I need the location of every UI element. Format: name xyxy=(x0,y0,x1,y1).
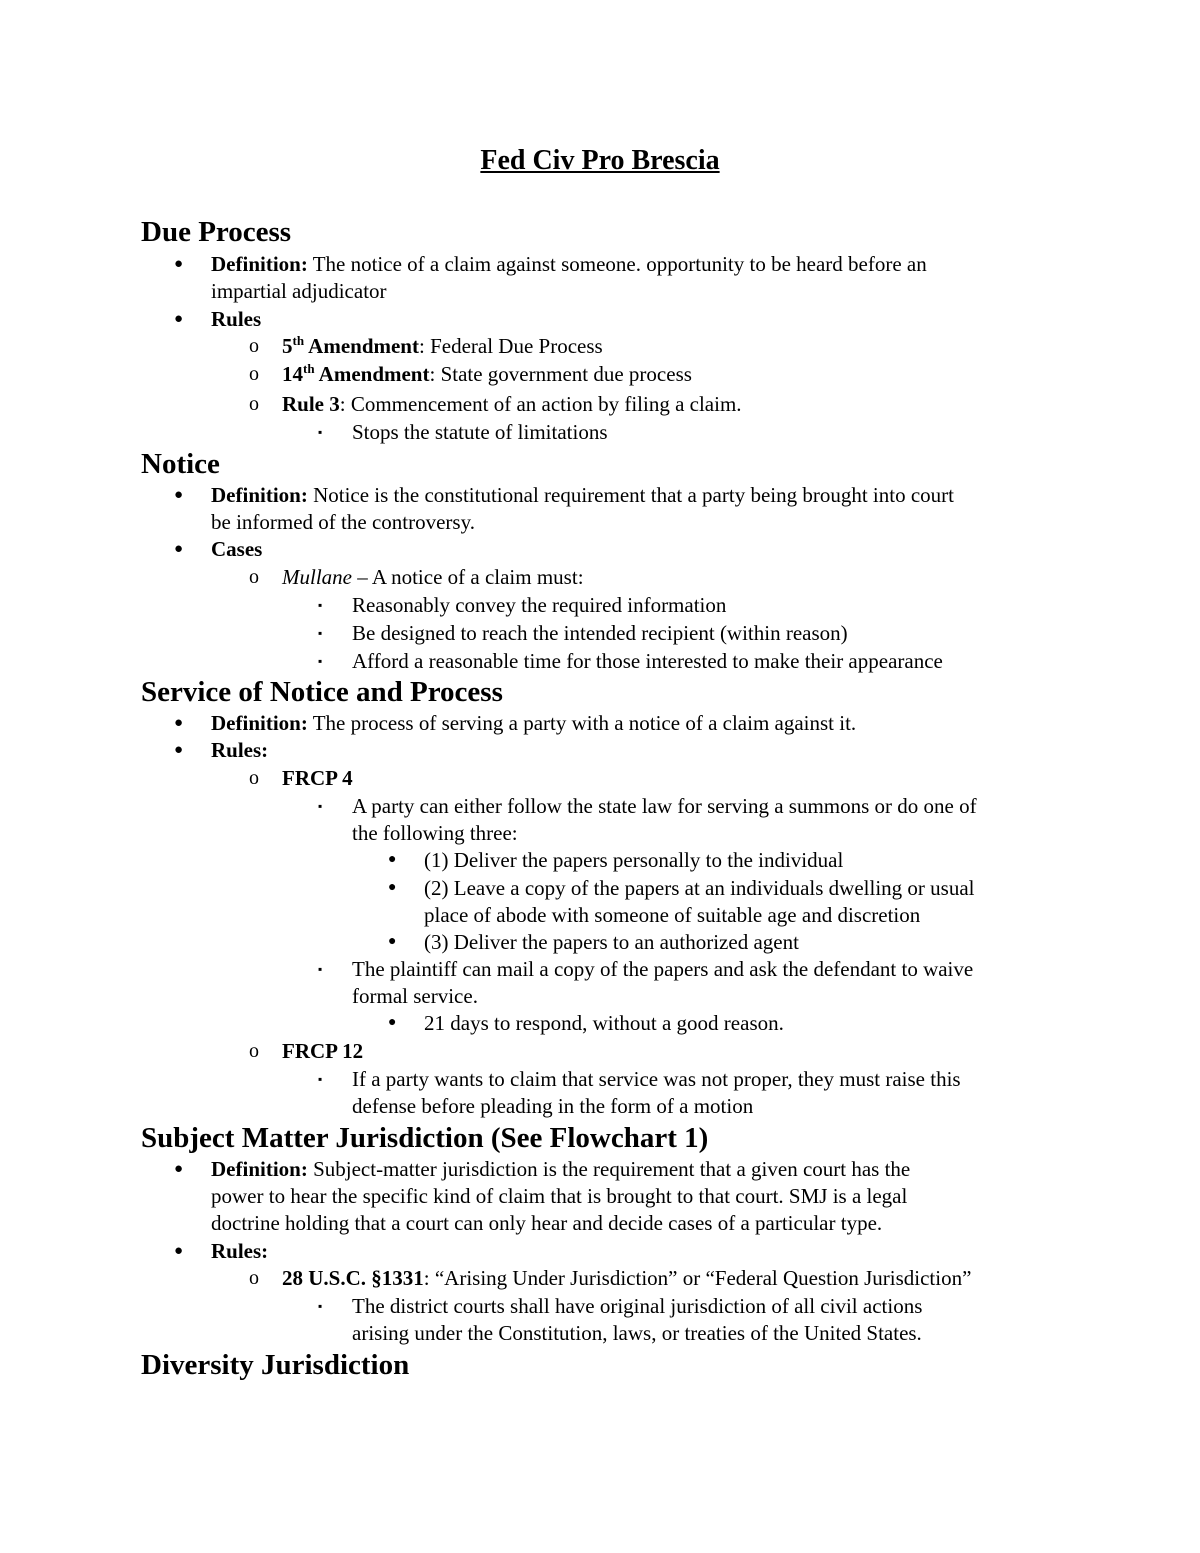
notice-definition: Definition: Notice is the constitutional requirement that a party being brought into court xyxy=(211,483,954,507)
circle-marker: o xyxy=(249,1267,259,1289)
bullet-marker: ● xyxy=(388,880,397,895)
list-item: Reasonably convey the required information xyxy=(352,593,727,617)
circle-marker: o xyxy=(249,363,259,385)
due-process-definition-cont: impartial adjudicator xyxy=(211,279,387,303)
rule-3-sub-item: Stops the statute of limitations xyxy=(352,420,608,444)
list-item: Afford a reasonable time for those interested to make their appearance xyxy=(352,649,943,673)
bullet-marker: ● xyxy=(174,541,184,557)
rule-28-usc-1331: 28 U.S.C. §1331: “Arising Under Jurisdiction” or “Federal Question Jurisdiction” xyxy=(282,1266,972,1290)
case-mullane: Mullane – A notice of a claim must: xyxy=(282,565,584,589)
frcp-4-item-2-sub: 21 days to respond, without a good reason. xyxy=(424,1011,784,1035)
frcp-4-item-2: The plaintiff can mail a copy of the papers and ask the defendant to waive xyxy=(352,957,974,981)
usc-1331-item: The district courts shall have original jurisdiction of all civil actions xyxy=(352,1294,923,1318)
rule-14th-amendment: 14th Amendment: State government due process xyxy=(282,361,692,386)
smj-definition: Definition: Subject-matter jurisdiction is the requirement that a given court has the xyxy=(211,1157,911,1181)
document-title: Fed Civ Pro Brescia xyxy=(480,145,720,176)
heading-service: Service of Notice and Process xyxy=(141,676,503,708)
smj-rules-label: Rules: xyxy=(211,1239,269,1263)
frcp-4-option-2: (2) Leave a copy of the papers at an individuals dwelling or usual xyxy=(424,876,975,900)
usc-1331-item-cont: arising under the Constitution, laws, or treaties of the United States. xyxy=(352,1321,922,1345)
circle-marker: o xyxy=(249,767,259,789)
circle-marker: o xyxy=(249,335,259,357)
heading-notice: Notice xyxy=(141,448,220,480)
circle-marker: o xyxy=(249,566,259,588)
bullet-marker: ● xyxy=(174,256,184,272)
frcp-4-item-1-cont: the following three: xyxy=(352,821,518,845)
due-process-definition xyxy=(211,250,927,278)
definition-label: Definition: xyxy=(211,252,308,276)
heading-smj: Subject Matter Jurisdiction (See Flowchart 1) xyxy=(141,1122,709,1154)
bullet-marker: ● xyxy=(388,852,397,867)
square-marker: ▪ xyxy=(318,654,323,668)
heading-diversity: Diversity Jurisdiction xyxy=(141,1349,410,1381)
notice-definition-cont: be informed of the controversy. xyxy=(211,510,475,534)
bullet-marker: ● xyxy=(388,1015,397,1030)
frcp-4-option-2-cont: place of abode with someone of suitable age and discretion xyxy=(424,903,921,927)
square-marker: ▪ xyxy=(318,598,323,612)
frcp-12-item-cont: defense before pleading in the form of a motion xyxy=(352,1094,754,1118)
frcp-12-item: If a party wants to claim that service was not proper, they must raise this xyxy=(352,1067,961,1091)
square-marker: ▪ xyxy=(318,626,323,640)
bullet-marker: ● xyxy=(174,487,184,503)
notice-cases-label: Cases xyxy=(211,537,263,561)
rule-3: Rule 3: Commencement of an action by filing a claim. xyxy=(282,392,742,416)
service-definition: Definition: The process of serving a party with a notice of a claim against it. xyxy=(211,711,857,735)
service-rules-label: Rules: xyxy=(211,738,269,762)
square-marker: ▪ xyxy=(318,962,323,976)
square-marker: ▪ xyxy=(318,799,323,813)
square-marker: ▪ xyxy=(318,1299,323,1313)
bullet-marker: ● xyxy=(388,934,397,949)
frcp-12-label: FRCP 12 xyxy=(282,1039,364,1063)
bullet-marker: ● xyxy=(174,1243,184,1259)
bullet-marker: ● xyxy=(174,1161,184,1177)
due-process-rules-label: Rules xyxy=(211,307,262,331)
definition-text: The notice of a claim against someone. opportunity to be heard before an xyxy=(307,252,927,276)
bullet-marker: ● xyxy=(174,742,184,758)
frcp-4-option-1: (1) Deliver the papers personally to the individual xyxy=(424,848,844,872)
bullet-marker: ● xyxy=(174,715,184,731)
square-marker: ▪ xyxy=(318,1072,323,1086)
smj-definition-cont-1: power to hear the specific kind of claim that is brought to that court. SMJ is a legal xyxy=(211,1184,908,1208)
smj-definition-cont-2: doctrine holding that a court can only hear and decide cases of a particular type. xyxy=(211,1211,883,1235)
frcp-4-item-2-cont: formal service. xyxy=(352,984,478,1008)
bullet-marker: ● xyxy=(174,311,184,327)
frcp-4-option-3: (3) Deliver the papers to an authorized agent xyxy=(424,930,799,954)
circle-marker: o xyxy=(249,1040,259,1062)
rule-5th-amendment: 5th Amendment: Federal Due Process xyxy=(282,333,603,358)
list-item: Be designed to reach the intended recipient (within reason) xyxy=(352,621,848,645)
heading-due-process: Due Process xyxy=(141,216,292,248)
frcp-4-label: FRCP 4 xyxy=(282,766,353,790)
square-marker: ▪ xyxy=(318,425,323,439)
frcp-4-item-1: A party can either follow the state law for serving a summons or do one of xyxy=(352,794,977,818)
circle-marker: o xyxy=(249,393,259,415)
